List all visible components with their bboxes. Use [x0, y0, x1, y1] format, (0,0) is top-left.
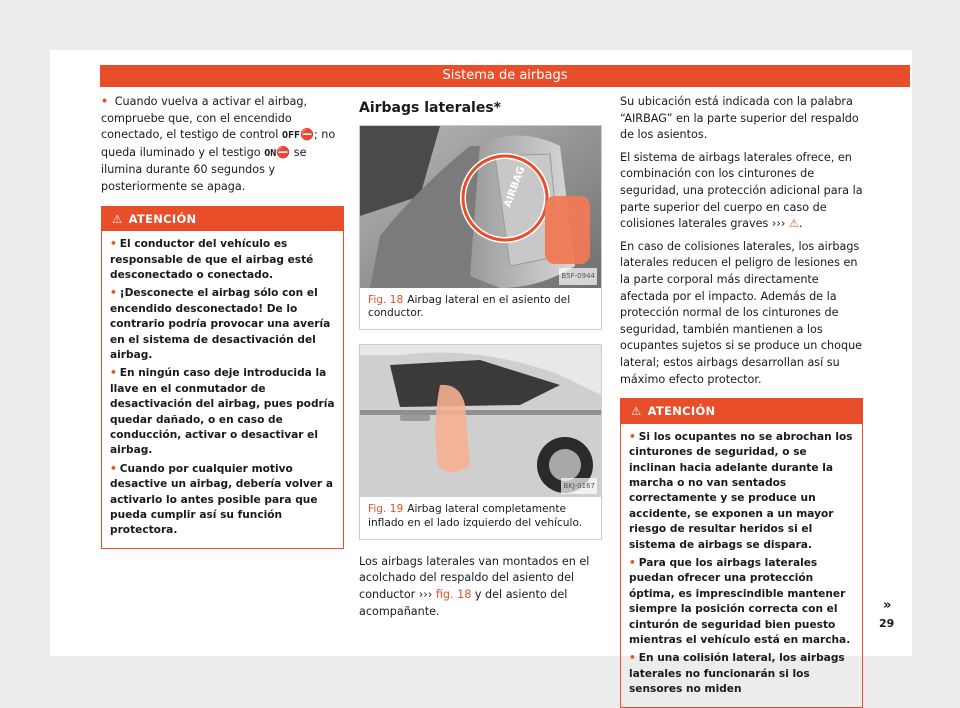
off-indicator-icon: OFF	[281, 130, 301, 142]
bullet-icon: •	[629, 430, 636, 443]
warning-item: • Si los ocupantes no se abrochan los cinturones de seguridad, o se inclinan hacia adelante durante la marcha o no van sentados correctamente y se produce un accidente, se exponen a un mayor riesgo de resultar heridos si el sistema de airbags se dispara.	[629, 430, 853, 551]
bullet-icon: •	[110, 462, 117, 475]
warning-header: ⚠ ATENCIÓN	[621, 399, 862, 424]
bullet-icon: •	[110, 287, 117, 300]
paragraph: Su ubicación está indicada con la palabra “AIRBAG” en la parte superior del respaldo de los asientos.	[620, 95, 859, 142]
continue-arrow: »	[883, 598, 892, 613]
seat-illustration	[360, 126, 601, 288]
figure-label: Fig. 19	[368, 503, 404, 516]
page	[50, 50, 912, 696]
section-title: Airbags laterales*	[359, 100, 501, 116]
figure-caption: Fig. 19 Airbag lateral completamente inflado en el lado izquierdo del vehículo.	[368, 503, 583, 529]
warning-triangle-icon: ⚠	[112, 211, 123, 226]
warning-item: • En ningún caso deje introducida la llave en el conmutador de desactivación del airbag, pues podría quedar dañado, o en caso de conducción, activar o desactivar el airbag.	[110, 367, 335, 457]
seat-airbag-label: AIRBAG	[502, 164, 528, 209]
warning-item: • Para que los airbags laterales puedan ofrecer una protección óptima, es imprescindible mantener siempre la posición correcta con el cinturón de seguridad bien puesto mientras el vehículo está en marcha.	[629, 556, 851, 646]
paragraph: Los airbags laterales van montados en el acolchado del respaldo del asiento del conductor ››› fig. 18 y del asiento del acompañante.	[359, 554, 590, 618]
paragraph: El sistema de airbags laterales ofrece, en combinación con los cinturones de seguridad, una protección adicional para la parte superior del cuerpo en caso de colisiones laterales graves ››› ⚠.	[620, 150, 863, 231]
figure-caption: Fig. 18 Airbag lateral en el asiento del conductor.	[368, 293, 571, 320]
bullet-icon: •	[110, 367, 117, 380]
figure-label: Fig. 18	[368, 293, 404, 306]
warning-triangle-icon[interactable]: ⚠	[788, 217, 799, 231]
bullet-paragraph: • Cuando vuelva a activar el airbag, compruebe que, con el encendido conectado, el testigo de control OFF⛔; no queda iluminado y el testigo ON⛔ se ilumina durante 60 segundos y posteriormente se apaga.	[101, 95, 336, 193]
warning-box	[620, 398, 863, 708]
bullet-icon: •	[101, 95, 109, 108]
warning-body	[621, 424, 862, 707]
figure-code: B5F-0944	[559, 268, 597, 285]
car-illustration	[360, 345, 601, 497]
figure-reference-link[interactable]: fig. 18	[435, 587, 472, 601]
seat-airbag-illustration	[360, 126, 601, 288]
warning-body	[102, 231, 343, 548]
warning-item: • Cuando por cualquier motivo desactive un airbag, debería volver a activarlo lo antes posible para que pueda cumplir así su función protectora.	[110, 462, 333, 537]
warning-triangle-icon: ⚠	[631, 404, 642, 419]
figure-19	[359, 344, 602, 540]
page-number: 29	[879, 617, 895, 630]
warning-box	[101, 206, 344, 549]
bullet-icon: •	[629, 556, 636, 569]
bullet-icon: •	[110, 238, 117, 251]
warning-header: ⚠ ATENCIÓN	[102, 207, 343, 232]
column-middle	[359, 94, 602, 626]
bullet-icon: •	[629, 652, 636, 665]
on-indicator-icon: ON	[264, 147, 277, 159]
car-side-illustration	[360, 345, 601, 497]
passenger-airbag-icon: ⛔	[276, 145, 291, 159]
page-header: Sistema de airbags	[100, 65, 910, 87]
figure-18	[359, 125, 602, 331]
reference-arrows: ›››	[418, 587, 433, 601]
column-right	[620, 94, 863, 708]
warning-item: • El conductor del vehículo es responsable de que el airbag esté desconectado o conectado.	[110, 238, 314, 281]
passenger-airbag-icon: ⛔	[300, 128, 314, 142]
warning-item: • ¡Desconecte el airbag sólo con el encendido desconectado! De lo contrario podría provocar una avería en el sistema de desactivación del airbag.	[110, 287, 331, 361]
reference-arrows: ›››	[771, 217, 786, 231]
warning-item: • En una colisión lateral, los airbags laterales no funcionarán si los sensores no miden	[629, 652, 845, 696]
figure-code: BKJ-0167	[561, 478, 597, 495]
paragraph: En caso de colisiones laterales, los airbags laterales reducen el peligro de lesiones en la parte corporal más directamente afectada por el impacto. Además de la protección normal de los cinturones de seguridad, también mantienen a los ocupantes sujetos si se produce un choque lateral; estos airbags desarrollan así su máximo efecto protector.	[620, 239, 863, 386]
column-left	[101, 94, 344, 549]
